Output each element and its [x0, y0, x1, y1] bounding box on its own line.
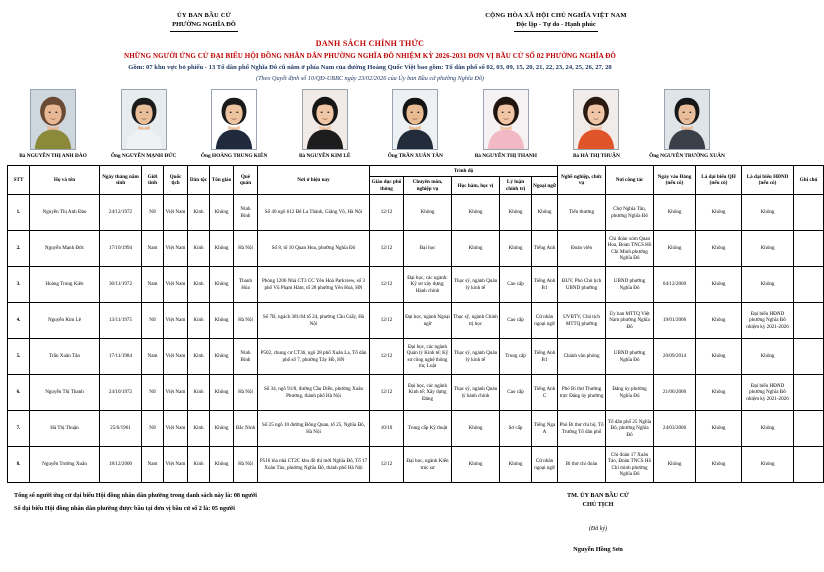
cell-professional: Không: [404, 195, 452, 231]
cell-ethnicity: Kinh: [188, 375, 210, 411]
cell-full-name: Nguyễn Trường Xuân: [30, 447, 100, 483]
table-row: [8, 411, 824, 447]
cell-ethnicity: Kinh: [188, 303, 210, 339]
cell-general-education: 12/12: [370, 231, 404, 267]
cell-gender: Nam: [142, 339, 164, 375]
cell-occupation: Chánh văn phòng: [558, 339, 606, 375]
cell-stt: 4.: [8, 303, 30, 339]
cell-na-deputy: Không: [696, 447, 742, 483]
cell-dob: 17/11/1984: [100, 339, 142, 375]
cell-dob: 24/10/1972: [100, 375, 142, 411]
candidate-photo-cell: [101, 89, 187, 159]
cell-hometown: Thanh Hóa: [234, 267, 258, 303]
candidate-photo-name: Ông NGUYỄN MẠNH ĐỨC: [110, 152, 177, 159]
table-row: [8, 231, 824, 267]
cell-general-education: 12/12: [370, 375, 404, 411]
cell-gender: Nam: [142, 267, 164, 303]
cell-workplace: UBND phường Nghĩa Đô: [606, 267, 654, 303]
cell-occupation: Bí thư chi đoàn: [558, 447, 606, 483]
cell-notes: [794, 375, 824, 411]
cell-professional: Đại học, ngành Ngoại ngữ: [404, 303, 452, 339]
cell-hometown: Bắc Ninh: [234, 411, 258, 447]
candidate-portrait: [211, 89, 257, 150]
table-row: [8, 375, 824, 411]
cell-hometown: Ninh Bình: [234, 339, 258, 375]
col-pc-deputy: Là đại biểu HĐND (nếu có): [742, 166, 794, 195]
document-titles: [0, 39, 740, 82]
candidate-portrait: [573, 89, 619, 150]
col-gender: Giới tính: [142, 166, 164, 195]
cell-political-theory: Cao cấp: [500, 267, 532, 303]
cell-residence: P502, chung cư CT36, ngõ 28 phố Xuân La, Tổ dân phố số 7, phường Tây Hồ, HN: [258, 339, 370, 375]
candidate-portrait: [30, 89, 76, 150]
cell-hometown: Hà Nội: [234, 447, 258, 483]
cell-residence: Số 34, ngõ 91/8, đường Cầu Diễn, phường Xuân Phương, thành phố Hà Nội: [258, 375, 370, 411]
table-row: [8, 267, 824, 303]
cell-gender: Nam: [142, 231, 164, 267]
cell-religion: Không: [210, 231, 234, 267]
cell-professional: Trung cấp Kỹ thuật: [404, 411, 452, 447]
cell-ethnicity: Kinh: [188, 231, 210, 267]
cell-ethnicity: Kinh: [188, 411, 210, 447]
cell-full-name: Nguyễn Thị Thanh: [30, 375, 100, 411]
footer-summary: [14, 492, 434, 553]
cell-stt: 2.: [8, 231, 30, 267]
candidate-photo-name: Bà NGUYỄN KIM LÊ: [298, 152, 351, 159]
cell-residence: Số 7B, ngách 381/64 tổ 24, phường Cầu Giấy, Hà Nội: [258, 303, 370, 339]
cell-political-theory: Sơ cấp: [500, 411, 532, 447]
col-dob: Ngày tháng năm sinh: [100, 166, 142, 195]
cell-hometown: Hà Nội: [234, 375, 258, 411]
cell-full-name: Nguyễn Kim Lê: [30, 303, 100, 339]
table-head: [8, 166, 824, 195]
signer-org: TM. ỦY BAN BẦU CỬ: [567, 492, 629, 500]
scope-note: Gồm: 07 khu vực bỏ phiếu - 13 Tổ dân phố Nghĩa Đô cũ nằm ở phía Nam của đường Hoàng Quốc Việt bao gồm: Tổ dân phố số 02, 03, 09, 15, 20, 21, 22, 23, 24, 25, 26, 27, 28: [128, 63, 612, 71]
cell-dob: 13/11/1975: [100, 303, 142, 339]
cell-gender: Nữ: [142, 195, 164, 231]
cell-occupation: Đoàn viên: [558, 231, 606, 267]
cell-religion: Không: [210, 303, 234, 339]
cell-na-deputy: Không: [696, 411, 742, 447]
cell-academic-title: Không: [452, 411, 500, 447]
cell-nationality: Việt Nam: [164, 339, 188, 375]
authority-line-2: PHƯỜNG NGHĨA ĐÔ: [54, 21, 354, 32]
cell-workplace: UBND phường Nghĩa Đô: [606, 339, 654, 375]
cell-occupation: Tiểu thương: [558, 195, 606, 231]
cell-religion: Không: [210, 195, 234, 231]
cell-residence: Số 25 ngõ 10 đường Đông Quan, tổ 25, Nghĩa Đô, Hà Nội: [258, 411, 370, 447]
cell-nationality: Việt Nam: [164, 375, 188, 411]
candidate-photo-cell: [553, 89, 639, 159]
candidate-photo-cell: [191, 89, 277, 159]
cell-political-theory: Không: [500, 195, 532, 231]
cell-full-name: Hà Thị Thuận: [30, 411, 100, 447]
candidate-photo-cell: [10, 89, 96, 159]
cell-nationality: Việt Nam: [164, 447, 188, 483]
document-footer: [0, 483, 740, 553]
cell-gender: Nữ: [142, 375, 164, 411]
col-notes: Ghi chú: [794, 166, 824, 195]
cell-stt: 5.: [8, 339, 30, 375]
candidate-photo-name: Bà HÀ THỊ THUẬN: [572, 152, 620, 159]
cell-nationality: Việt Nam: [164, 411, 188, 447]
cell-foreign-language: Cử nhân ngoại ngữ: [532, 303, 558, 339]
col-residence: Nơi ở hiện nay: [258, 166, 370, 195]
cell-pc-deputy: Đại biểu HĐND phường Nghĩa Đô nhiệm kỳ 2021-2026: [742, 303, 794, 339]
table-row: [8, 195, 824, 231]
cell-occupation: Phó Bí thư chi bộ, Tổ Trưởng Tổ dân phố: [558, 411, 606, 447]
cell-na-deputy: Không: [696, 195, 742, 231]
cell-workplace: Đảng ủy phường Nghĩa Đô: [606, 375, 654, 411]
cell-pc-deputy: Không: [742, 267, 794, 303]
table-row: [8, 339, 824, 375]
candidate-portrait: [664, 89, 710, 150]
candidate-photo-name: Bà NGUYỄN THỊ ANH ĐÀO: [19, 152, 87, 159]
cell-occupation: ĐUV, Phó Chủ tịch UBND phường: [558, 267, 606, 303]
cell-stt: 6.: [8, 375, 30, 411]
cell-gender: Nam: [142, 447, 164, 483]
candidate-photo-name: Bà NGUYỄN THỊ THANH: [474, 152, 537, 159]
country-name: CỘNG HÒA XÃ HỘI CHỦ NGHĨA VIỆT NAM: [485, 12, 627, 19]
col-occupation: Nghề nghiệp, chức vụ: [558, 166, 606, 195]
candidate-portrait: [302, 89, 348, 150]
cell-party-date: 21/06/2000: [654, 375, 696, 411]
col-party-date: Ngày vào Đảng (nếu có): [654, 166, 696, 195]
cell-pc-deputy: Không: [742, 339, 794, 375]
cell-workplace: Chi đoàn xóm Quan Hoa, Đoàn TNCS Hồ Chí Minh phường Nghĩa Đô: [606, 231, 654, 267]
col-professional: Chuyên môn, nghiệp vụ: [404, 177, 452, 195]
cell-foreign-language: Tiếng Anh: [532, 231, 558, 267]
col-religion: Tôn giáo: [210, 166, 234, 195]
cell-ethnicity: Kinh: [188, 339, 210, 375]
candidate-portrait: [483, 89, 529, 150]
cell-residence: Phòng 1206 Nhà CT3 CC Yên Hoà Parkview, số 3 phố Vũ Phạm Hàm, tổ 28 phường Yên Hoà, HN: [258, 267, 370, 303]
cell-workplace: Chợ Nghĩa Tân, phường Nghĩa Đô: [606, 195, 654, 231]
candidate-photo-cell: [372, 89, 458, 159]
col-foreign-language: Ngoại ngữ: [532, 177, 558, 195]
cell-religion: Không: [210, 267, 234, 303]
cell-stt: 1.: [8, 195, 30, 231]
cell-professional: Đại học, các ngành Kinh tế; Xây dựng Đảng: [404, 375, 452, 411]
cell-residence: Số 8, tổ 10 Quan Hoa, phường Nghĩa Đô: [258, 231, 370, 267]
cell-na-deputy: Không: [696, 375, 742, 411]
signed-note: (Đã ký): [588, 526, 608, 533]
cell-academic-title: Không: [452, 195, 500, 231]
cell-workplace: Chi đoàn 17 Xuân Tảo, Đoàn TNCS Hồ Chí minh phường Nghĩa Đô: [606, 447, 654, 483]
cell-na-deputy: Không: [696, 303, 742, 339]
total-candidates-text: Tổng số người ứng cử đại biểu Hội đồng nhân dân phường trong danh sách này là: 08 người: [14, 492, 257, 500]
table-header-row-1: [8, 166, 824, 177]
cell-nationality: Việt Nam: [164, 195, 188, 231]
cell-religion: Không: [210, 339, 234, 375]
cell-notes: [794, 447, 824, 483]
cell-religion: Không: [210, 447, 234, 483]
cell-na-deputy: Không: [696, 231, 742, 267]
signer-title: CHỦ TỊCH: [582, 500, 614, 508]
cell-residence: P516 tòa nhà CT2C khu đô thị mới Nghĩa Đô, Tổ 17 Xuân Tảo, phường Nghĩa Đô, thành phố Hà Nội: [258, 447, 370, 483]
col-workplace: Nơi công tác: [606, 166, 654, 195]
cell-general-education: 12/12: [370, 303, 404, 339]
cell-hometown: Ninh Bình: [234, 195, 258, 231]
cell-general-education: 12/12: [370, 339, 404, 375]
cell-religion: Không: [210, 375, 234, 411]
candidate-photo-name: Ông HOÀNG TRUNG KIÊN: [200, 152, 268, 159]
seats-text: Số đại biểu Hội đồng nhân dân phường được bầu tại đơn vị bầu cử số 2 là: 05 người: [14, 505, 235, 513]
cell-workplace: Tổ dân phố 25 Nghĩa Đô, phường Nghĩa Đô: [606, 411, 654, 447]
cell-religion: Không: [210, 411, 234, 447]
cell-academic-title: Không: [452, 231, 500, 267]
decision-reference: (Theo Quyết định số 10/QĐ-UBBC ngày 23/02/2026 của Ủy ban Bầu cử phường Nghĩa Đô): [256, 74, 484, 82]
cell-hometown: Hà Nội: [234, 231, 258, 267]
cell-pc-deputy: Không: [742, 411, 794, 447]
cell-stt: 7.: [8, 411, 30, 447]
candidate-photo-cell: [644, 89, 730, 159]
col-group-education: Trình độ: [370, 166, 558, 177]
cell-professional: Đại học: [404, 231, 452, 267]
col-academic-title: Học hàm, học vị: [452, 177, 500, 195]
col-general-education: Giáo dục phổ thông: [370, 177, 404, 195]
cell-gender: Nữ: [142, 411, 164, 447]
candidate-table: [7, 165, 824, 483]
cell-stt: 3.: [8, 267, 30, 303]
cell-party-date: Không: [654, 231, 696, 267]
cell-nationality: Việt Nam: [164, 267, 188, 303]
candidate-photo-cell: [463, 89, 549, 159]
col-hometown: Quê quán: [234, 166, 258, 195]
cell-notes: [794, 303, 824, 339]
col-stt: STT: [8, 166, 30, 195]
cell-political-theory: Cao cấp: [500, 375, 532, 411]
cell-ethnicity: Kinh: [188, 267, 210, 303]
table-body: [8, 195, 824, 483]
cell-nationality: Việt Nam: [164, 231, 188, 267]
cell-notes: [794, 231, 824, 267]
candidate-portrait: [392, 89, 438, 150]
cell-foreign-language: Không: [532, 195, 558, 231]
col-na-deputy: Là đại biểu QH (nếu có): [696, 166, 742, 195]
page-subtitle: NHỮNG NGƯỜI ỨNG CỬ ĐẠI BIỂU HỘI ĐỒNG NHÂN DÂN PHƯỜNG NGHĨA ĐÔ NHIỆM KỲ 2026-2031 ĐƠN VỊ BẦU CỬ SỐ 02 PHƯỜNG NGHĨA ĐÔ: [124, 51, 616, 60]
cell-dob: 24/12/1972: [100, 195, 142, 231]
candidate-photo-name: Ông NGUYỄN TRƯỜNG XUÂN: [649, 152, 725, 159]
candidate-portrait: [121, 89, 167, 150]
cell-professional: Đại học, các ngành: Kỹ sư xây dựng; Hành chính: [404, 267, 452, 303]
cell-na-deputy: Không: [696, 339, 742, 375]
cell-pc-deputy: Không: [742, 447, 794, 483]
cell-gender: Nữ: [142, 303, 164, 339]
cell-political-theory: Không: [500, 231, 532, 267]
cell-notes: [794, 195, 824, 231]
cell-professional: Đại học, ngành Kiến trúc sư: [404, 447, 452, 483]
cell-academic-title: Thạc sỹ, ngành Chính trị học: [452, 303, 500, 339]
cell-general-education: 10/10: [370, 411, 404, 447]
candidate-photo-strip: [0, 82, 740, 159]
cell-full-name: Trần Xuân Tân: [30, 339, 100, 375]
cell-foreign-language: Cử nhân ngoại ngữ: [532, 447, 558, 483]
cell-academic-title: Thạc sỹ, ngành Quản lý kinh tế: [452, 267, 500, 303]
cell-foreign-language: Tiếng Anh B1: [532, 339, 558, 375]
cell-ethnicity: Kinh: [188, 447, 210, 483]
col-full-name: Họ và tên: [30, 166, 100, 195]
signature-block: [488, 492, 708, 553]
cell-foreign-language: Tiếng Anh C: [532, 375, 558, 411]
cell-foreign-language: Tiếng Anh B1: [532, 267, 558, 303]
cell-notes: [794, 339, 824, 375]
col-political-theory: Lý luận chính trị: [500, 177, 532, 195]
cell-professional: Đại học, các ngành Quản lý Kinh tế; Kỹ sư công nghệ thông tin; Luật: [404, 339, 452, 375]
table-row: [8, 303, 824, 339]
authority-line-1: ỦY BAN BẦU CỬ: [177, 12, 231, 19]
col-nationality: Quốc tịch: [164, 166, 188, 195]
cell-party-date: 04/12/2000: [654, 267, 696, 303]
national-heading: [396, 12, 716, 32]
cell-dob: 25/6/1961: [100, 411, 142, 447]
cell-full-name: Nguyễn Thị Anh Đào: [30, 195, 100, 231]
cell-dob: 30/11/1972: [100, 267, 142, 303]
cell-foreign-language: Tiếng Nga A: [532, 411, 558, 447]
cell-party-date: 20/09/2014: [654, 339, 696, 375]
national-motto: Độc lập - Tự do - Hạnh phúc: [396, 21, 716, 32]
cell-residence: Số 40 ngõ 612 Đê La Thành, Giảng Võ, Hà Nội: [258, 195, 370, 231]
col-ethnicity: Dân tộc: [188, 166, 210, 195]
cell-general-education: 12/12: [370, 267, 404, 303]
cell-stt: 8.: [8, 447, 30, 483]
cell-academic-title: Không: [452, 447, 500, 483]
cell-general-education: 12/12: [370, 195, 404, 231]
cell-party-date: Không: [654, 447, 696, 483]
cell-dob: 17/10/1994: [100, 231, 142, 267]
cell-notes: [794, 411, 824, 447]
candidate-photo-name: Ông TRẦN XUÂN TÂN: [387, 152, 443, 159]
cell-workplace: Ủy ban MTTQ Việt Nam phường Nghĩa Đô: [606, 303, 654, 339]
cell-academic-title: Thạc sỹ, ngành Quản lý kinh tế: [452, 339, 500, 375]
table-row: [8, 447, 824, 483]
cell-occupation: UVBTV, Chủ tịch MTTQ phường: [558, 303, 606, 339]
cell-pc-deputy: Đại biểu HĐND phường Nghĩa Đô nhiệm kỳ 2021-2026: [742, 375, 794, 411]
cell-na-deputy: Không: [696, 267, 742, 303]
cell-ethnicity: Kinh: [188, 195, 210, 231]
cell-full-name: Nguyễn Mạnh Đức: [30, 231, 100, 267]
candidate-photo-cell: [282, 89, 368, 159]
cell-pc-deputy: Không: [742, 195, 794, 231]
cell-political-theory: Không: [500, 447, 532, 483]
cell-dob: 18/12/2000: [100, 447, 142, 483]
candidate-table-wrap: [0, 159, 818, 483]
cell-full-name: Hoàng Trung Kiên: [30, 267, 100, 303]
cell-academic-title: Thạc sỹ, ngành Quản lý hành chính: [452, 375, 500, 411]
cell-occupation: Phó Bí thư Thường trực Đảng ủy phường: [558, 375, 606, 411]
cell-party-date: Không: [654, 195, 696, 231]
cell-political-theory: Trung cấp: [500, 339, 532, 375]
cell-party-date: 24/03/2006: [654, 411, 696, 447]
cell-hometown: Hà Nội: [234, 303, 258, 339]
cell-party-date: 19/01/2006: [654, 303, 696, 339]
cell-nationality: Việt Nam: [164, 303, 188, 339]
cell-general-education: 12/12: [370, 447, 404, 483]
issuing-authority: [54, 12, 354, 32]
page-title: DANH SÁCH CHÍNH THỨC: [315, 38, 425, 48]
document-header: [0, 0, 740, 32]
signer-name: Nguyễn Hồng Sơn: [573, 546, 623, 554]
cell-pc-deputy: Không: [742, 231, 794, 267]
cell-political-theory: Cao cấp: [500, 303, 532, 339]
cell-notes: [794, 267, 824, 303]
